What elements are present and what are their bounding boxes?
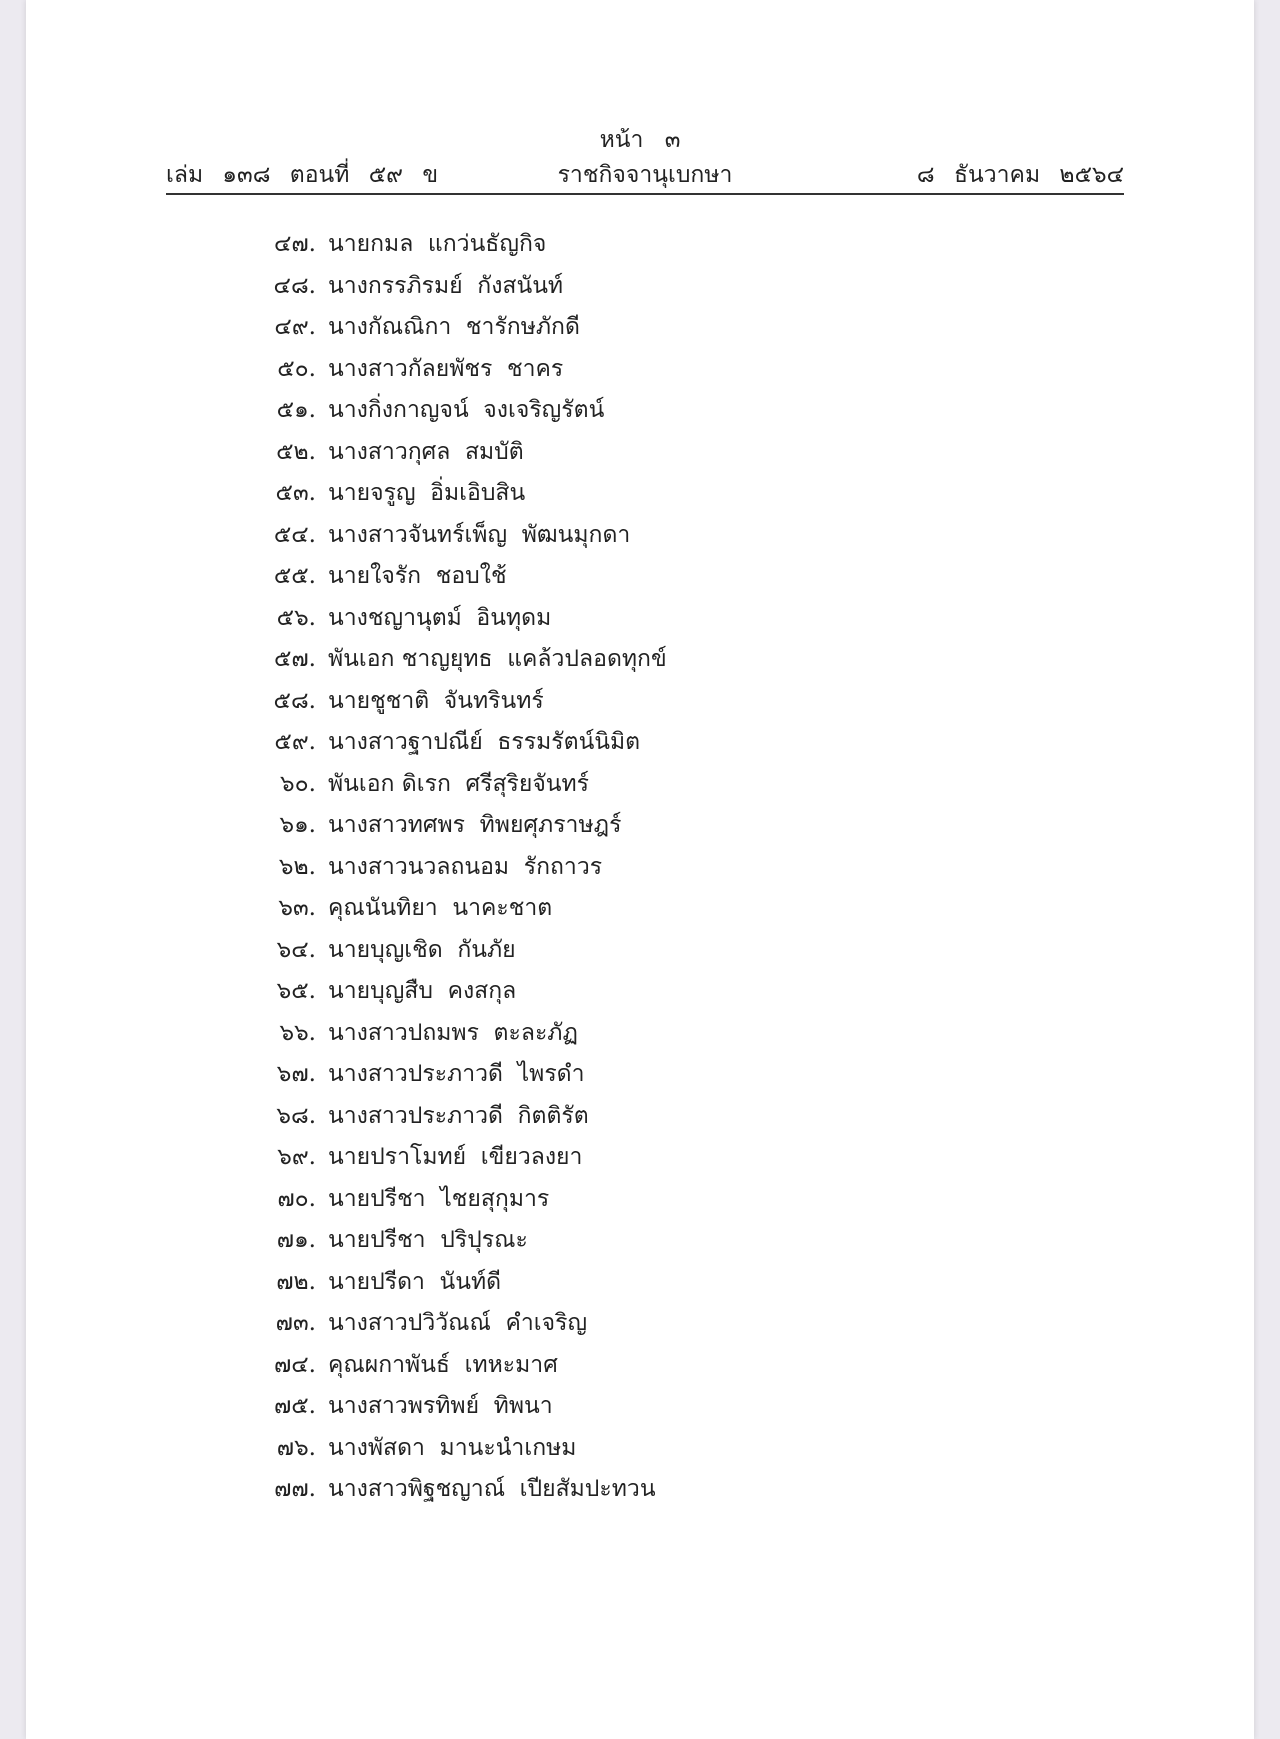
list-item	[226, 1386, 667, 1428]
list-item	[226, 1428, 667, 1470]
item-number: ๖๔.	[276, 936, 316, 963]
item-number: ๕๘.	[273, 687, 316, 714]
person-name: นายปรีชา ปริปุรณะ	[328, 1227, 528, 1253]
item-number: ๕๓.	[275, 480, 316, 506]
list-item	[226, 681, 667, 723]
list-item	[226, 266, 667, 308]
list-item	[226, 1220, 667, 1262]
item-number: ๕๕.	[273, 563, 316, 589]
list-item	[226, 390, 667, 432]
item-number: ๖๑.	[279, 812, 316, 838]
item-number: ๗๖.	[276, 1434, 316, 1461]
person-name: นางสาวพิฐชญาณ์ เปียสัมปะทวน	[328, 1476, 656, 1502]
item-number: ๖๓.	[278, 895, 316, 921]
list-item	[226, 971, 667, 1013]
person-name: นายใจรัก ชอบใช้	[328, 563, 507, 589]
publication-date: ๘ ธันวาคม ๒๕๖๔	[916, 162, 1124, 188]
person-name: นางพัสดา มานะนำเกษม	[328, 1434, 577, 1461]
list-item	[226, 1054, 667, 1096]
item-number: ๗๑.	[276, 1227, 316, 1253]
person-name: นางสาวประภาวดี กิตติรัต	[328, 1102, 589, 1129]
item-number: ๗๗.	[274, 1476, 316, 1502]
list-item	[226, 307, 667, 349]
person-name: นายปรีดา นันท์ดี	[328, 1268, 502, 1295]
person-name: นายปรีชา ไชยสุกุมาร	[328, 1185, 550, 1212]
list-item	[226, 1096, 667, 1138]
item-number: ๕๐.	[277, 355, 316, 382]
item-number: ๖๐.	[280, 770, 316, 797]
item-number: ๖๒.	[278, 853, 316, 880]
item-number: ๕๔.	[273, 521, 316, 548]
list-item	[226, 1179, 667, 1221]
list-item	[226, 1469, 667, 1511]
person-name: นายปราโมทย์ เขียวลงยา	[328, 1144, 583, 1170]
list-item	[226, 473, 667, 515]
item-number: ๕๑.	[276, 397, 316, 423]
person-name: นางสาวทศพร ทิพยศุภราษฎร์	[328, 812, 622, 838]
person-name: นางสาวกุศล สมบัติ	[328, 438, 524, 465]
person-name: นายกมล แกว่นธัญกิจ	[328, 231, 547, 257]
item-number: ๖๖.	[279, 1019, 316, 1046]
person-name: นางกรรภิรมย์ กังสนันท์	[328, 272, 564, 299]
list-item	[226, 847, 667, 889]
list-item	[226, 1013, 667, 1055]
list-item	[226, 930, 667, 972]
item-number: ๖๙.	[277, 1144, 316, 1170]
person-name: นางสาวจันทร์เพ็ญ พัฒนมุกดา	[328, 521, 631, 548]
item-number: ๔๙.	[274, 314, 316, 340]
list-item	[226, 598, 667, 640]
list-item	[226, 432, 667, 474]
item-number: ๗๒.	[276, 1268, 316, 1295]
item-number: ๕๖.	[276, 604, 316, 631]
person-name: คุณผกาพันธ์ เทหะมาศ	[328, 1351, 558, 1378]
item-number: ๖๕.	[276, 978, 316, 1004]
list-item	[226, 639, 667, 681]
item-number: ๔๗.	[273, 231, 316, 257]
item-number: ๕๙.	[274, 729, 316, 755]
list-item	[226, 805, 667, 847]
person-name: นางกิ่งกาญจน์ จงเจริญรัตน์	[328, 397, 605, 423]
page-number: หน้า ๓	[599, 127, 681, 153]
person-name: นายชูชาติ จันทรินทร์	[328, 687, 544, 714]
volume-issue: เล่ม ๑๓๘ ตอนที่ ๕๙ ข	[166, 162, 439, 188]
gazette-header	[166, 157, 1124, 191]
person-name: นางสาวกัลยพัชร ชาคร	[328, 355, 564, 382]
item-number: ๗๔.	[273, 1351, 316, 1378]
list-item	[226, 1137, 667, 1179]
person-name: นายบุญสืบ คงสกุล	[328, 978, 517, 1004]
list-item	[226, 1303, 667, 1345]
item-number: ๖๗.	[276, 1061, 316, 1087]
document-page	[26, 0, 1254, 1739]
list-item	[226, 1262, 667, 1304]
person-name: นางสาวนวลถนอม รักถาวร	[328, 853, 603, 880]
person-name: นางชญานุตม์ อินทุดม	[328, 604, 552, 631]
list-item	[226, 224, 667, 266]
person-name: นางสาวฐาปณีย์ ธรรมรัตน์นิมิต	[328, 729, 641, 755]
item-number: ๕๗.	[273, 646, 316, 672]
name-list	[226, 224, 667, 1511]
person-name: นางกัณณิกา ชารักษภักดี	[328, 314, 580, 340]
person-name: นายบุญเชิด กันภัย	[328, 936, 516, 963]
item-number: ๗๓.	[275, 1310, 316, 1336]
person-name: นายจรูญ อิ่มเอิบสิน	[328, 480, 526, 506]
person-name: นางสาวประภาวดี ไพรดำ	[328, 1061, 585, 1087]
person-name: พันเอก ดิเรก ศรีสุริยจันทร์	[328, 770, 590, 797]
list-item	[226, 349, 667, 391]
person-name: คุณนันทิยา นาคะชาต	[328, 895, 553, 921]
item-number: ๗๐.	[277, 1185, 316, 1212]
list-item	[226, 515, 667, 557]
item-number: ๕๒.	[276, 438, 316, 465]
header-divider	[166, 193, 1124, 195]
person-name: นางสาวพรทิพย์ ทิพนา	[328, 1393, 553, 1419]
item-number: ๗๕.	[273, 1393, 316, 1419]
list-item	[226, 888, 667, 930]
list-item	[226, 556, 667, 598]
item-number: ๔๘.	[273, 272, 316, 299]
list-item	[226, 764, 667, 806]
gazette-title: ราชกิจจานุเบกษา	[557, 162, 733, 188]
list-item	[226, 1345, 667, 1387]
item-number: ๖๘.	[276, 1102, 316, 1129]
person-name: นางสาวปถมพร ตะละภัฏ	[328, 1019, 578, 1046]
person-name: นางสาวปวิวัณณ์ คำเจริญ	[328, 1310, 588, 1336]
list-item	[226, 722, 667, 764]
person-name: พันเอก ชาญยุทธ แคล้วปลอดทุกข์	[328, 646, 667, 672]
